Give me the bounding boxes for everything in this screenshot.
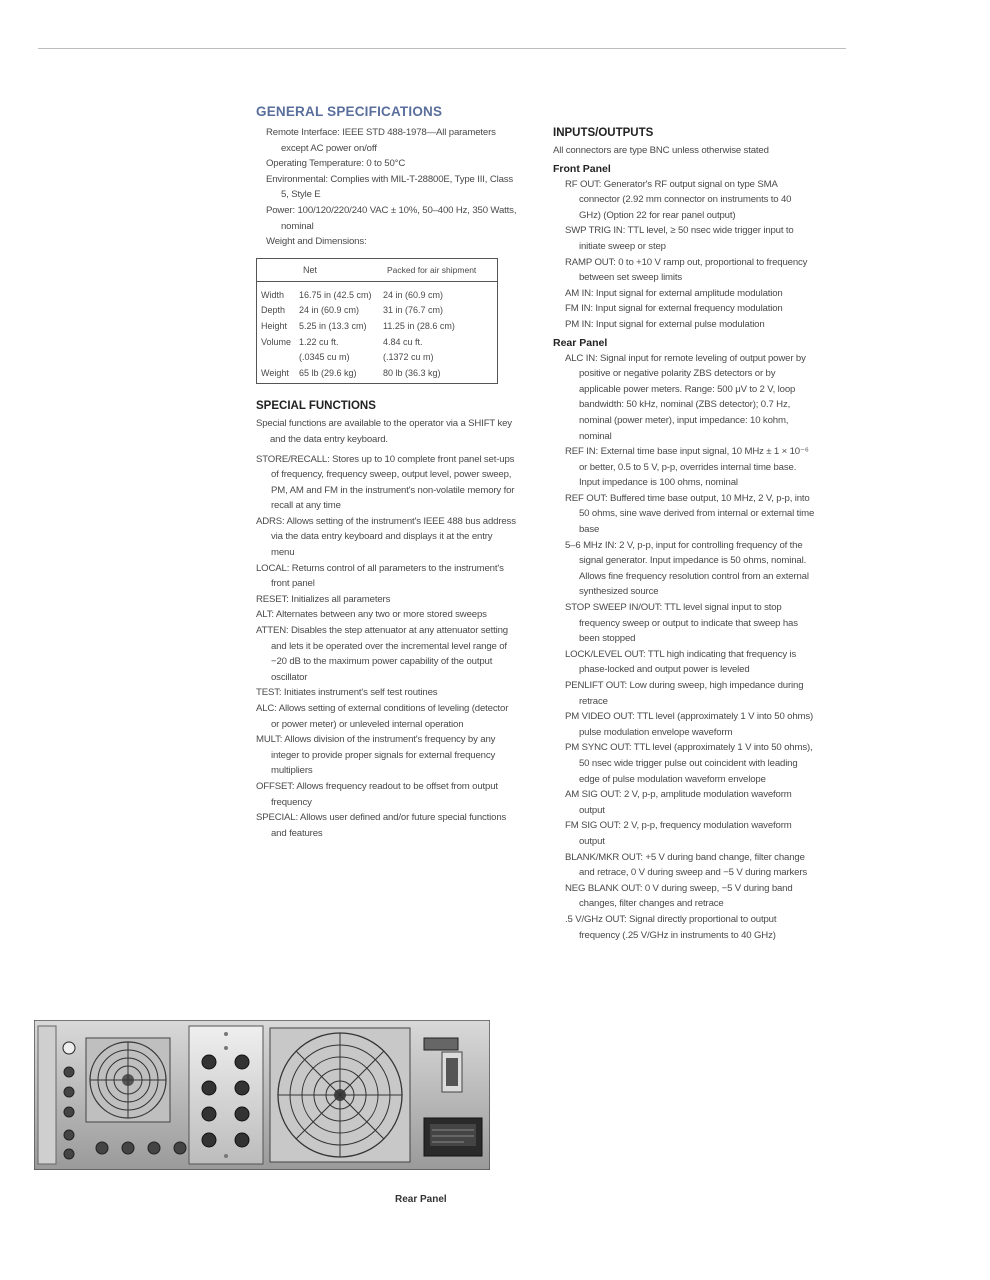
- row-label: Depth: [261, 305, 286, 316]
- fan-left-icon: [86, 1038, 170, 1122]
- table-row: [257, 303, 497, 319]
- row-label: Volume: [261, 336, 292, 347]
- spec-weight-dimensions: Weight and Dimensions:: [266, 236, 367, 248]
- io-ramp-out: RAMP OUT: 0 to +10 V ramp out, proportional to frequency between set sweep limits: [565, 256, 808, 284]
- general-specifications-list: [256, 125, 518, 250]
- io-am-in: AM IN: Input signal for external amplitude modulation: [565, 287, 783, 299]
- special-functions-intro: Special functions are available to the operator via a SHIFT key and the data entry keyboard.: [256, 418, 512, 445]
- row-net: 24 in (60.9 cm): [299, 305, 360, 316]
- io-ref-out: REF OUT: Buffered time base output, 10 MHz, 2 V, p-p, into 50 ohms, sine wave derived from internal or external time base: [565, 492, 815, 536]
- col-net-header: Net: [303, 264, 318, 275]
- sf-adrs: ADRS: Allows setting of the instrument's IEEE 488 bus address via the data entry keyboard and displays it at the entry menu: [256, 515, 516, 559]
- rear-panel-heading: Rear Panel: [553, 336, 608, 349]
- table-row: [257, 319, 497, 335]
- table-row: [257, 335, 497, 351]
- io-5-6mhz-in: 5–6 MHz IN: 2 V, p-p, input for controlling frequency of the signal generator. Input impedance is 50 ohms, nominal. Allows fine frequency resolution control from an external synthesized source: [565, 539, 809, 598]
- io-am-sig-out: AM SIG OUT: 2 V, p-p, amplitude modulation waveform output: [565, 789, 792, 816]
- row-net: 5.25 in (13.3 cm): [299, 320, 367, 331]
- sf-atten: ATTEN: Disables the step attenuator at any attenuator setting and lets it be operated over the incremental level range of −20 dB to the maximum power capability of the output oscillator: [256, 625, 508, 683]
- label-plate-icon: [424, 1118, 482, 1156]
- io-pm-in: PM IN: Input signal for external pulse modulation: [565, 318, 765, 330]
- sf-store-recall: STORE/RECALL: Stores up to 10 complete front panel set-ups of frequency, frequency sweep, output level, power sweep, PM, AM and FM in the instrument's non-volatile memory for recall at any time: [256, 453, 515, 512]
- io-lock-level-out: LOCK/LEVEL OUT: TTL high indicating that frequency is phase-locked and output power is leveled: [565, 648, 797, 676]
- table-row: [257, 366, 497, 382]
- row-packed: 31 in (76.7 cm): [383, 305, 444, 316]
- io-penlift-out: PENLIFT OUT: Low during sweep, high impedance during retrace: [565, 680, 804, 707]
- sf-offset: OFFSET: Allows frequency readout to be offset from output frequency: [256, 780, 498, 808]
- io-fm-sig-out: FM SIG OUT: 2 V, p-p, frequency modulation waveform output: [565, 820, 792, 847]
- row-packed: (.1372 cu m): [383, 352, 434, 363]
- io-5v-ghz-out: .5 V/GHz OUT: Signal directly proportional to output frequency (.25 V/GHz in instruments to 40 GHz): [565, 913, 777, 941]
- spec-operating-temperature: Operating Temperature: 0 to 50°C: [266, 158, 406, 170]
- fan-right-icon: [270, 1028, 410, 1162]
- row-label: Width: [261, 289, 285, 300]
- spec-power: Power: 100/120/220/240 VAC ± 10%, 50–400 Hz, 350 Watts, nominal: [266, 204, 517, 232]
- sf-local: LOCAL: Returns control of all parameters to the instrument's front panel: [256, 562, 504, 590]
- table-row: [257, 288, 497, 304]
- row-packed: 24 in (60.9 cm): [383, 289, 444, 300]
- spec-environmental: Environmental: Complies with MIL-T-28800E, Type III, Class 5, Style E: [266, 173, 514, 201]
- io-blank-mkr-out: BLANK/MKR OUT: +5 V during band change, filter change and retrace, 0 V during sweep and −5 V during markers: [565, 851, 808, 879]
- io-ref-in: REF IN: External time base input signal, 10 MHz ± 1 × 10⁻⁶ or better, 0.5 to 5 V, p-p, overrides internal time base. Input impedance is 100 ohms, nominal: [565, 446, 809, 489]
- io-pm-video-out: PM VIDEO OUT: TTL level (approximately 1 V into 50 ohms) pulse modulation envelope waveform: [565, 711, 814, 738]
- io-stop-sweep: STOP SWEEP IN/OUT: TTL level signal input to stop frequency sweep or output to indicate that sweep has been stopped: [565, 602, 798, 645]
- front-panel-heading: Front Panel: [553, 162, 611, 175]
- dimensions-table: [256, 258, 498, 385]
- io-swp-trig-in: SWP TRIG IN: TTL level, ≥ 50 nsec wide trigger input to initiate sweep or step: [565, 225, 794, 252]
- row-label: Height: [261, 320, 288, 331]
- col-packed-header: Packed for air shipment: [387, 264, 477, 275]
- photo-caption: Rear Panel: [395, 1194, 447, 1205]
- left-column: [256, 104, 518, 841]
- row-packed: 11.25 in (28.6 cm): [383, 320, 455, 331]
- general-specifications-heading: GENERAL SPECIFICATIONS: [256, 104, 443, 119]
- sf-test: TEST: Initiates instrument's self test routines: [256, 687, 438, 699]
- row-packed: 4.84 cu ft.: [383, 336, 423, 347]
- special-functions-section: [256, 400, 518, 841]
- sf-alt: ALT: Alternates between any two or more stored sweeps: [256, 609, 487, 621]
- right-column: [553, 127, 815, 943]
- top-rule: [38, 48, 846, 49]
- row-label: [257, 350, 299, 366]
- inputs-outputs-heading: INPUTS/OUTPUTS: [553, 127, 654, 139]
- io-rf-out: RF OUT: Generator's RF output signal on type SMA connector (2.92 mm connector on instruments to 40 GHz) (Option 22 for rear panel output): [565, 178, 792, 221]
- io-pm-sync-out: PM SYNC OUT: TTL level (approximately 1 V into 50 ohms), 50 nsec wide trigger pulse out coincident with leading edge of pulse modulation waveform envelope: [565, 742, 813, 785]
- rear-panel-photo: [34, 1020, 490, 1170]
- io-alc-in: ALC IN: Signal input for remote leveling of output power by positive or negative polarity ZBS detectors or by applicable power meters. Range: 500 μV to 2 V, loop bandwidth: 50 kHz, nominal (ZBS detector); 0.7 Hz, nominal (power meter), input impedance: 10 kohm, nominal: [565, 352, 806, 442]
- dimensions-table-header: [257, 259, 497, 282]
- row-net: 65 lb (29.6 kg): [299, 367, 357, 378]
- row-packed: 80 lb (36.3 kg): [383, 367, 441, 378]
- connector-note: All connectors are type BNC unless otherwise stated: [553, 145, 769, 156]
- sf-special: SPECIAL: Allows user defined and/or future special functions and features: [256, 812, 507, 839]
- row-net: 1.22 cu ft.: [299, 336, 339, 347]
- sf-alc: ALC: Allows setting of external conditions of leveling (detector or power meter) or unleveled internal operation: [256, 703, 509, 730]
- row-net: (.0345 cu m): [299, 352, 350, 363]
- spec-remote-interface: Remote Interface: IEEE STD 488-1978—All parameters except AC power on/off: [266, 127, 496, 154]
- special-functions-heading: SPECIAL FUNCTIONS: [256, 400, 376, 413]
- table-row: [257, 350, 497, 366]
- sf-reset: RESET: Initializes all parameters: [256, 593, 391, 605]
- row-label: Weight: [261, 367, 289, 378]
- row-net: 16.75 in (42.5 cm): [299, 289, 372, 300]
- io-neg-blank-out: NEG BLANK OUT: 0 V during sweep, −5 V during band changes, filter changes and retrace: [565, 882, 793, 910]
- io-fm-in: FM IN: Input signal for external frequency modulation: [565, 303, 783, 315]
- sf-mult: MULT: Allows division of the instrument's frequency by any integer to provide proper signals for external frequency multipliers: [256, 734, 496, 777]
